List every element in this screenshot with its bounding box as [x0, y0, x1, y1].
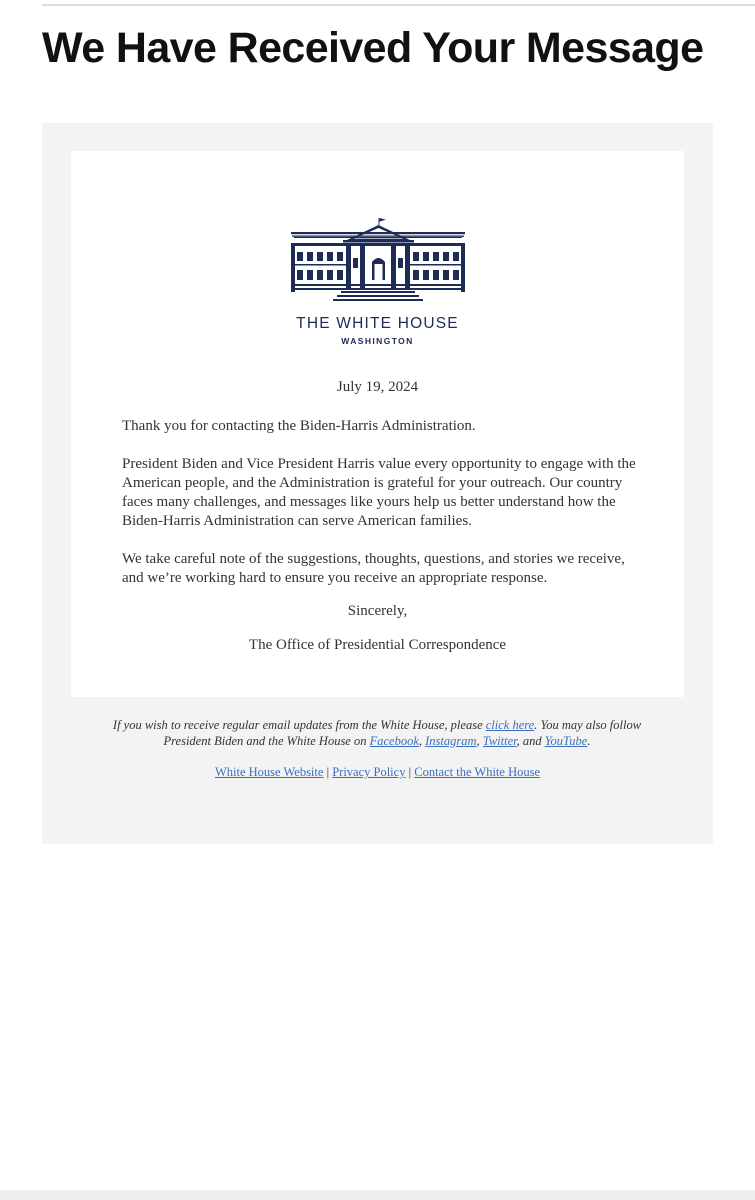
- brand-subtitle: WASHINGTON: [341, 336, 414, 346]
- link-separator: |: [326, 765, 330, 779]
- white-house-website-link[interactable]: White House Website: [214, 765, 324, 779]
- letter-signature: The Office of Presidential Correspondence: [248, 637, 507, 653]
- click-here-link[interactable]: click here: [485, 718, 535, 732]
- bottom-bar: [0, 1190, 755, 1200]
- footer-note: If you wish to receive regular email updates from the White House, please click here. You may also follow President Biden and the White House on Facebook, Instagram, Twitter, and YouTube.: [112, 718, 642, 748]
- white-house-building-icon: [291, 218, 465, 302]
- letter-date: July 19, 2024: [336, 379, 419, 395]
- letter-paragraph: President Biden and Vice President Harris value every opportunity to engage with the American people, and the Administration is grateful for your outreach. Our country faces many challenges, and messages like yours help us better understand how the Biden-Harris Administration can serve American families.: [122, 456, 636, 529]
- brand-name: THE WHITE HOUSE: [296, 315, 459, 332]
- facebook-link[interactable]: Facebook: [369, 734, 419, 748]
- contact-white-house-link[interactable]: Contact the White House: [414, 765, 541, 779]
- letter-body: [122, 417, 642, 607]
- email-frame: [42, 123, 713, 844]
- letter-paragraph: Thank you for contacting the Biden-Harris Administration.: [122, 418, 476, 434]
- top-divider: [42, 4, 755, 6]
- page-title: We Have Received Your Message: [42, 24, 704, 72]
- instagram-link[interactable]: Instagram: [425, 734, 477, 748]
- footer-note-prefix: If you wish to receive regular email updates from the White House, please: [112, 718, 483, 732]
- letter-signoff: Sincerely,: [347, 603, 408, 619]
- privacy-policy-link[interactable]: Privacy Policy: [332, 765, 406, 779]
- footer-links: [42, 765, 713, 780]
- footer-note-and: , and: [516, 734, 542, 748]
- link-separator: |: [408, 765, 412, 779]
- footer-note-middle: . You may also follow President Biden and the White House on: [163, 718, 642, 748]
- letter-paragraph: We take careful note of the suggestions, thoughts, questions, and stories we receive, and we’re working hard to ensure you receive an appropriate response.: [122, 551, 625, 586]
- twitter-link[interactable]: Twitter: [482, 734, 517, 748]
- letter-card: [71, 151, 684, 697]
- youtube-link[interactable]: YouTube: [544, 734, 588, 748]
